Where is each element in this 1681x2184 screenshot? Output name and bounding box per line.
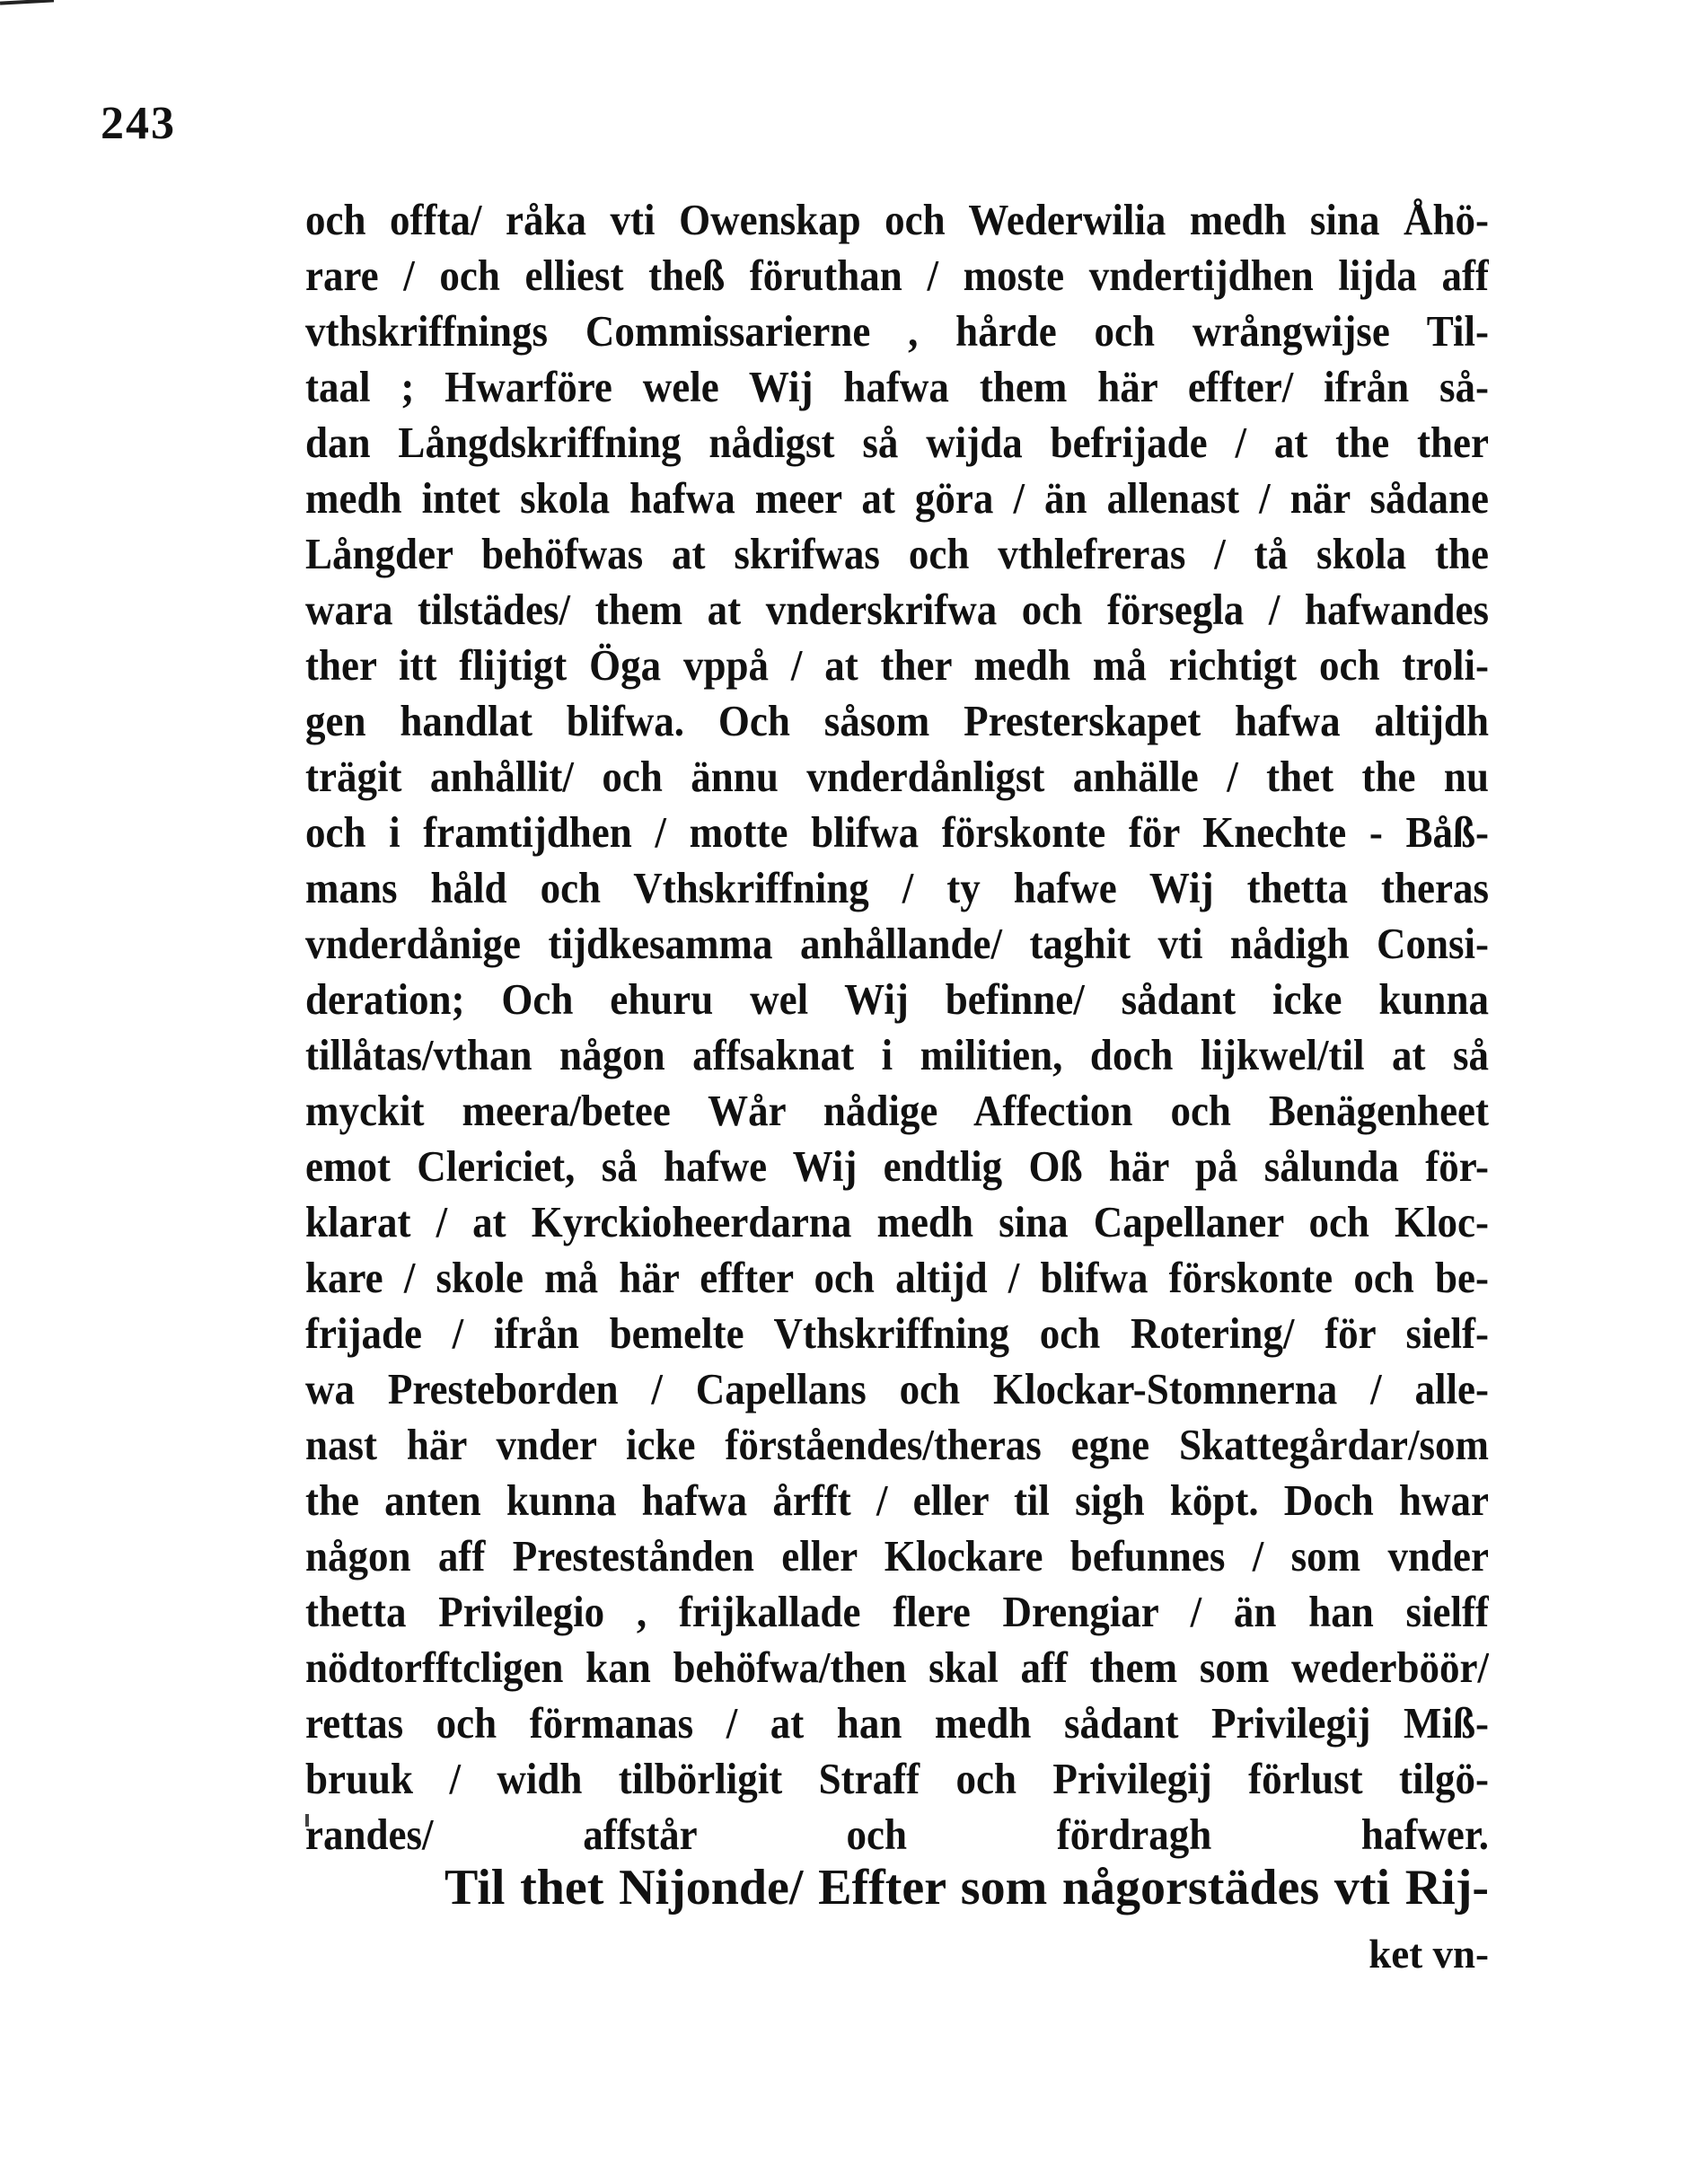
text-line: och offta/ råka vti Owenskap och Wederwilia medh sina Åhö- <box>305 196 1489 244</box>
page-number: 243 <box>101 98 176 149</box>
text-line: rare / och elliest theß föruthan / moste vndertijdhen lijda aff <box>305 251 1489 300</box>
text-line: rettas och förmanas / at han medh sådant Privilegij Miß- <box>305 1699 1489 1748</box>
text-line: dan Långdskriffning nådigst så wijda befrijade / at the ther <box>305 418 1489 467</box>
catchword: ket vn- <box>1369 1932 1489 1977</box>
text-line: kare / skole må här effter och altijd / blifwa förskonte och be- <box>305 1254 1489 1302</box>
text-line: gen handlat blifwa. Och såsom Presterskapet hafwa altijdh <box>305 697 1489 745</box>
text-line: deration; Och ehuru wel Wij befinne/ sådant icke kunna <box>305 975 1489 1024</box>
scan-edge-mark <box>0 0 54 5</box>
text-line: trägit anhållit/ och ännu vnderdånligst anhälle / thet the nu <box>305 753 1489 801</box>
text-line: klarat / at Kyrckioheerdarna medh sina Capellaner och Kloc- <box>305 1198 1489 1246</box>
text-line: emot Clericiet, så hafwe Wij endtlig Oß här på sålunda för- <box>305 1142 1489 1191</box>
text-line: nast här vnder icke förståendes/theras egne Skattegårdar/som <box>305 1421 1489 1469</box>
text-line: randes/ affstår och fördragh hafwer. <box>305 1810 1489 1859</box>
text-line: mans håld och Vthskriffning / ty hafwe Wij thetta theras <box>305 864 1489 912</box>
text-line: wara tilstädes/ them at vnderskrifwa och försegla / hafwandes <box>305 586 1489 634</box>
text-line: vnderdånige tijdkesamma anhållande/ taghit vti nådigh Consi- <box>305 920 1489 968</box>
text-line: Långder behöfwas at skrifwas och vthlefreras / tå skola the <box>305 530 1489 578</box>
text-line: thetta Privilegio , frijkallade flere Drengiar / än han sielff <box>305 1588 1489 1636</box>
text-line: ther itt flijtigt Öga vppå / at ther medh må richtigt och troli- <box>305 641 1489 690</box>
text-line: wa Presteborden / Capellans och Klockar-Stomnerna / alle- <box>305 1365 1489 1413</box>
text-line: medh intet skola hafwa meer at göra / än allenast / när sådane <box>305 474 1489 523</box>
section-heading: Til thet Nijonde/ Effter som någorstädes vti Rij- <box>444 1860 1489 1915</box>
text-line: taal ; Hwarföre wele Wij hafwa them här effter/ ifrån så- <box>305 363 1489 411</box>
text-line: och i framtijdhen / motte blifwa förskonte för Knechte - Båß- <box>305 808 1489 857</box>
text-line: frijade / ifrån bemelte Vthskriffning och Rotering/ för sielf- <box>305 1309 1489 1358</box>
text-line: bruuk / widh tilbörligit Straff och Privilegij förlust tilgö- <box>305 1755 1489 1803</box>
text-line: tillåtas/vthan någon affsaknat i militien, doch lijkwel/til at så <box>305 1031 1489 1079</box>
text-line: nödtorfftcligen kan behöfwa/then skal aff them som wederböör/ <box>305 1643 1489 1692</box>
text-line: vthskriffnings Commissarierne , hårde och wrångwijse Til- <box>305 307 1489 356</box>
text-line: någon aff Prestestånden eller Klockare befunnes / som vnder <box>305 1532 1489 1581</box>
body-text <box>305 192 1489 1863</box>
text-line: the anten kunna hafwa årfft / eller til sigh köpt. Doch hwar <box>305 1476 1489 1525</box>
text-line: myckit meera/betee Wår nådige Affection och Benägenheet <box>305 1087 1489 1135</box>
